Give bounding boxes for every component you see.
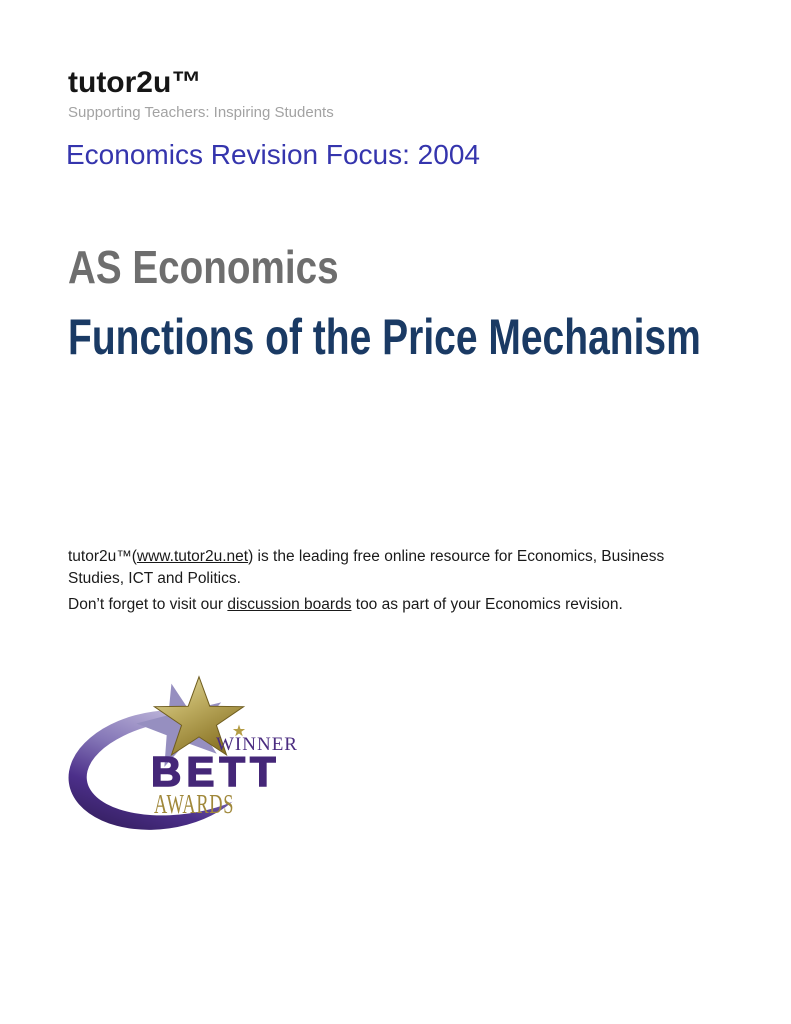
intro-text-post: ) is the leading free online resource for Economics, Business Studies, ICT and Politics. xyxy=(68,548,665,587)
intro-text-pre: tutor2u™( xyxy=(68,548,137,565)
reminder-text-pre: Don’t forget to visit our xyxy=(68,596,228,613)
doc-title: Functions of the Price Mechanism xyxy=(68,309,701,365)
brand-title: tutor2u™ xyxy=(68,66,202,99)
series-title: Economics Revision Focus: 2004 xyxy=(66,139,480,170)
logo-bett-label: BETT xyxy=(151,748,281,795)
intro-paragraph xyxy=(68,546,724,590)
bett-awards-logo xyxy=(66,674,318,840)
reminder-text-post: too as part of your Economics revision. xyxy=(351,596,623,613)
course-title: AS Economics xyxy=(68,241,339,293)
tutor2u-net-link[interactable]: www.tutor2u.net xyxy=(136,548,249,565)
reminder-paragraph xyxy=(68,594,724,616)
discussion-boards-link[interactable]: discussion boards xyxy=(227,596,352,613)
logo-winner-label: WINNER xyxy=(216,734,298,755)
logo-awards-label: AWARDS xyxy=(154,788,235,819)
brand-tagline: Supporting Teachers: Inspiring Students xyxy=(68,104,334,121)
